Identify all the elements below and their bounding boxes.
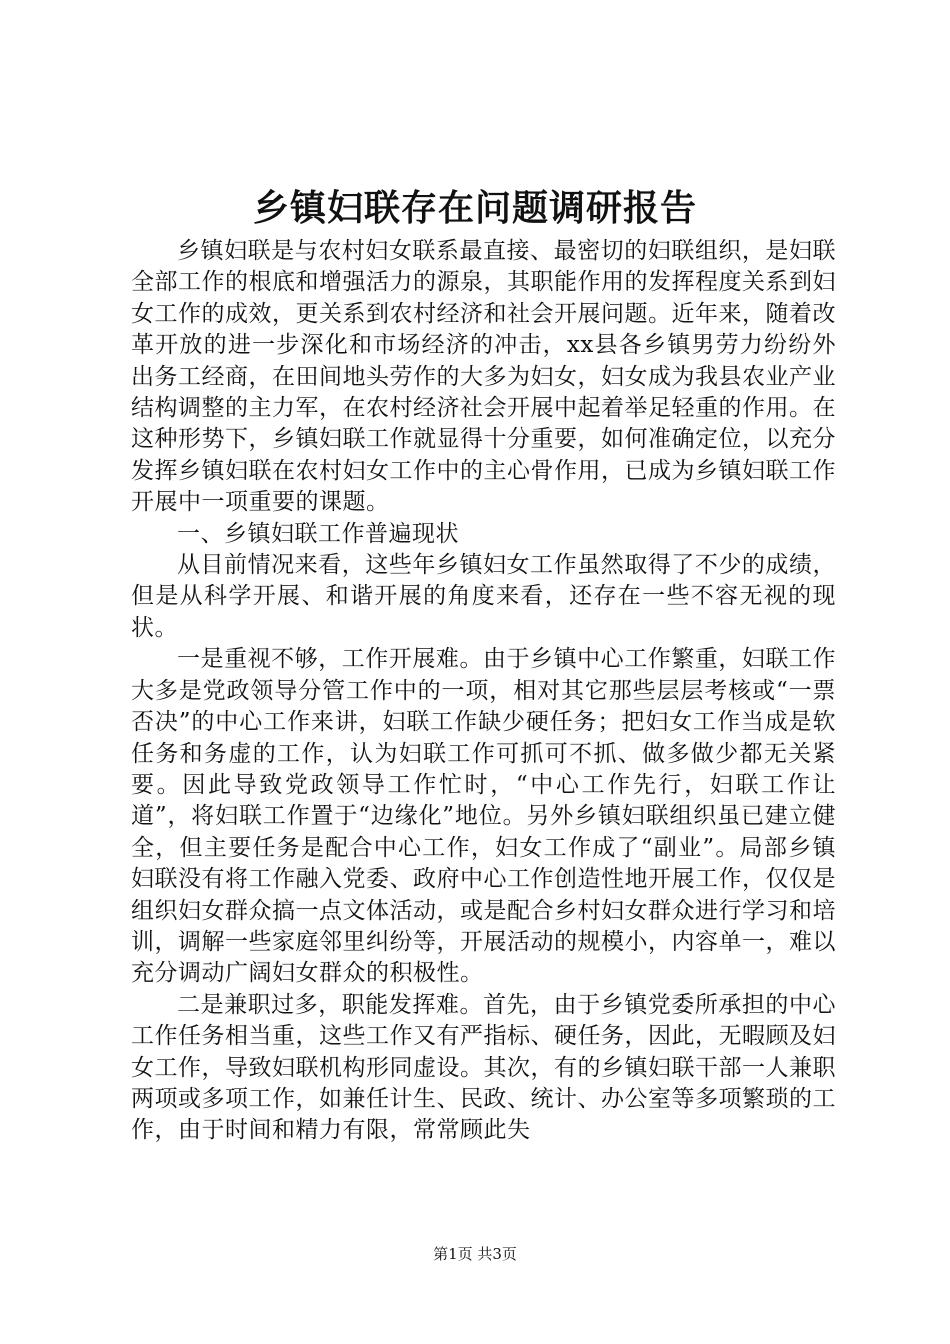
paragraph-point-2: 二是兼职过多，职能发挥难。首先，由于乡镇党委所承担的中心工作任务相当重，这些工作又有严指标、硬任务，因此，无暇顾及妇女工作，导致妇联机构形同虚设。其次，有的乡镇妇联干部一人兼职两项或多项工作，如兼任计生、民政、统计、办公室等多项繁琐的工作，由于时间和精力有限，常常顾此失 xyxy=(131,991,836,1144)
paragraph-status: 从目前情况来看，这些年乡镇妇女工作虽然取得了不少的成绩，但是从科学开展、和谐开展的角度来看，还存在一些不容无视的现状。 xyxy=(131,552,836,641)
paragraph-intro: 乡镇妇联是与农村妇女联系最直接、最密切的妇联组织，是妇联全部工作的根底和增强活力的源泉，其职能作用的发挥程度关系到妇女工作的成效，更关系到农村经济和社会开展问题。近年来，随着改革开放的进一步深化和市场经济的冲击，xx县各乡镇男劳力纷纷外出务工经商，在田间地头劳作的大多为妇女，妇女成为我县农业产业结构调整的主力军，在农村经济社会开展中起着举足轻重的作用。在这种形势下，乡镇妇联工作就显得十分重要，如何准确定位，以充分发挥乡镇妇联在农村妇女工作中的主心骨作用，已成为乡镇妇联工作开展中一项重要的课题。 xyxy=(131,238,836,516)
document-body xyxy=(131,236,836,1147)
document-title: 乡镇妇联存在问题调研报告 xyxy=(252,187,697,229)
page-footer: 第1页 共3页 xyxy=(433,1245,517,1263)
paragraph-point-1: 一是重视不够，工作开展难。由于乡镇中心工作繁重，妇联工作大多是党政领导分管工作中的一项，相对其它那些层层考核或“一票否决”的中心工作来讲，妇联工作缺少硬任务；把妇女工作当成是软任务和务虚的工作，认为妇联工作可抓可不抓、做多做少都无关紧要。因此导致党政领导工作忙时，“中心工作先行，妇联工作让道”，将妇联工作置于“边缘化”地位。另外乡镇妇联组织虽已建立健全，但主要任务是配合中心工作，妇女工作成了“副业”。局部乡镇妇联没有将工作融入党委、政府中心工作创造性地开展工作，仅仅是组织妇女群众搞一点文体活动，或是配合乡村妇女群众进行学习和培训，调解一些家庭邻里纠纷等，开展活动的规模小，内容单一，难以充分调动广阔妇女群众的积极性。 xyxy=(131,646,836,987)
section-heading-1: 一、乡镇妇联工作普遍现状 xyxy=(177,520,459,547)
